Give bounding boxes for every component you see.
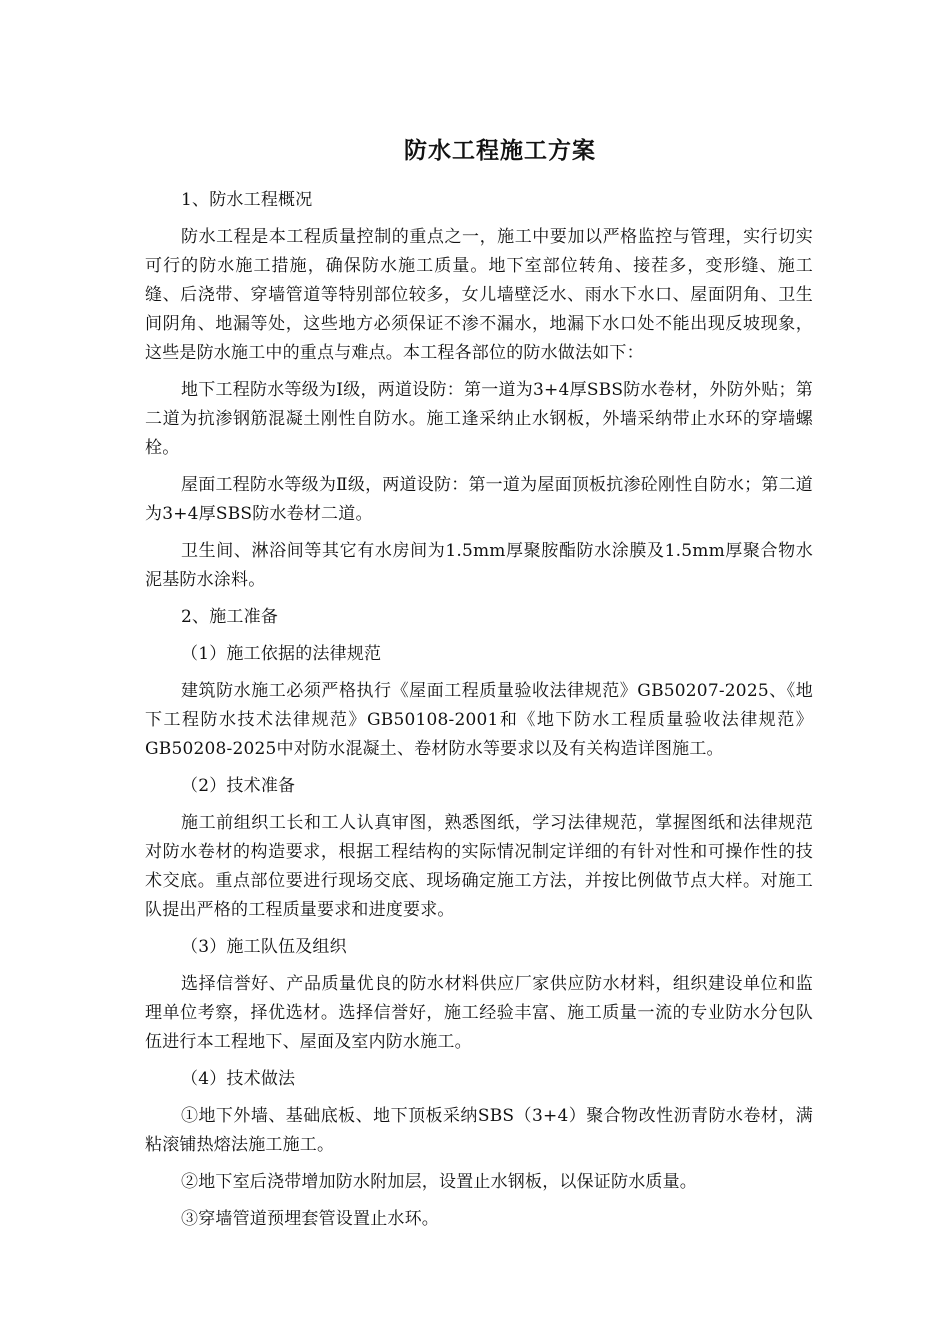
method-item-2: ②地下室后浇带增加防水附加层，设置止水钢板，以保证防水质量。 bbox=[181, 1172, 697, 1192]
overview-paragraph: 防水工程是本工程质量控制的重点之一，施工中要加以严格监控与管理，实行切实可行的防水施工措施，确保防水施工质量。地下室部位转角、接茬多，变形缝、施工缝、后浇带、穿墙管道等特别部位较多，女儿墙壁泛水、雨水下水口、屋面阴角、卫生间阴角、地漏等处，这些地方必须保证不渗不漏水，地漏下水口处不能出现反坡现象，这些是防水施工中的重点与难点。本工程各部位的防水做法如下： bbox=[145, 227, 813, 363]
subheading-regulations: （1）施工依据的法律规范 bbox=[181, 644, 382, 664]
roof-waterproofing-paragraph: 屋面工程防水等级为Ⅱ级，两道设防：第一道为屋面顶板抗渗砼刚性自防水；第二道为3+4厚SBS防水卷材二道。 bbox=[145, 475, 813, 524]
section-heading-overview: 1、防水工程概况 bbox=[181, 190, 313, 210]
construction-team-paragraph: 选择信誉好、产品质量优良的防水材料供应厂家供应防水材料，组织建设单位和监理单位考察，择优选材。选择信誉好，施工经验丰富、施工质量一流的专业防水分包队伍进行本工程地下、屋面及室内防水施工。 bbox=[145, 974, 813, 1052]
document-body bbox=[145, 186, 813, 1234]
method-item-3: ③穿墙管道预埋套管设置止水环。 bbox=[181, 1209, 439, 1229]
section-heading-preparation: 2、施工准备 bbox=[181, 607, 279, 627]
subheading-construction-team: （3）施工队伍及组织 bbox=[181, 937, 347, 957]
technical-preparation-paragraph: 施工前组织工长和工人认真审图，熟悉图纸，学习法律规范，掌握图纸和法律规范对防水卷材的构造要求，根据工程结构的实际情况制定详细的有针对性和可操作性的技术交底。重点部位要进行现场交底、现场确定施工方法，并按比例做节点大样。对施工队提出严格的工程质量要求和进度要求。 bbox=[145, 813, 813, 920]
wet-room-waterproofing-paragraph: 卫生间、淋浴间等其它有水房间为1.5mm厚聚胺酯防水涂膜及1.5mm厚聚合物水泥基防水涂料。 bbox=[145, 541, 813, 590]
method-item-1: ①地下外墙、基础底板、地下顶板采纳SBS（3+4）聚合物改性沥青防水卷材，满粘滚铺热熔法施工施工。 bbox=[145, 1106, 813, 1155]
subheading-technical-preparation: （2）技术准备 bbox=[181, 776, 296, 796]
underground-waterproofing-paragraph: 地下工程防水等级为Ⅰ级，两道设防：第一道为3+4厚SBS防水卷材，外防外贴；第二道为抗渗钢筋混凝土刚性自防水。施工逢采纳止水钢板，外墙采纳带止水环的穿墙螺栓。 bbox=[145, 380, 813, 458]
regulations-paragraph: 建筑防水施工必须严格执行《屋面工程质量验收法律规范》GB50207-2025、《地下工程防水技术法律规范》GB50108-2001和《地下防水工程质量验收法律规范》GB50208-2025中对防水混凝土、卷材防水等要求以及有关构造详图施工。 bbox=[145, 681, 813, 759]
subheading-technical-method: （4）技术做法 bbox=[181, 1069, 296, 1089]
document-title: 防水工程施工方案 bbox=[404, 138, 596, 164]
